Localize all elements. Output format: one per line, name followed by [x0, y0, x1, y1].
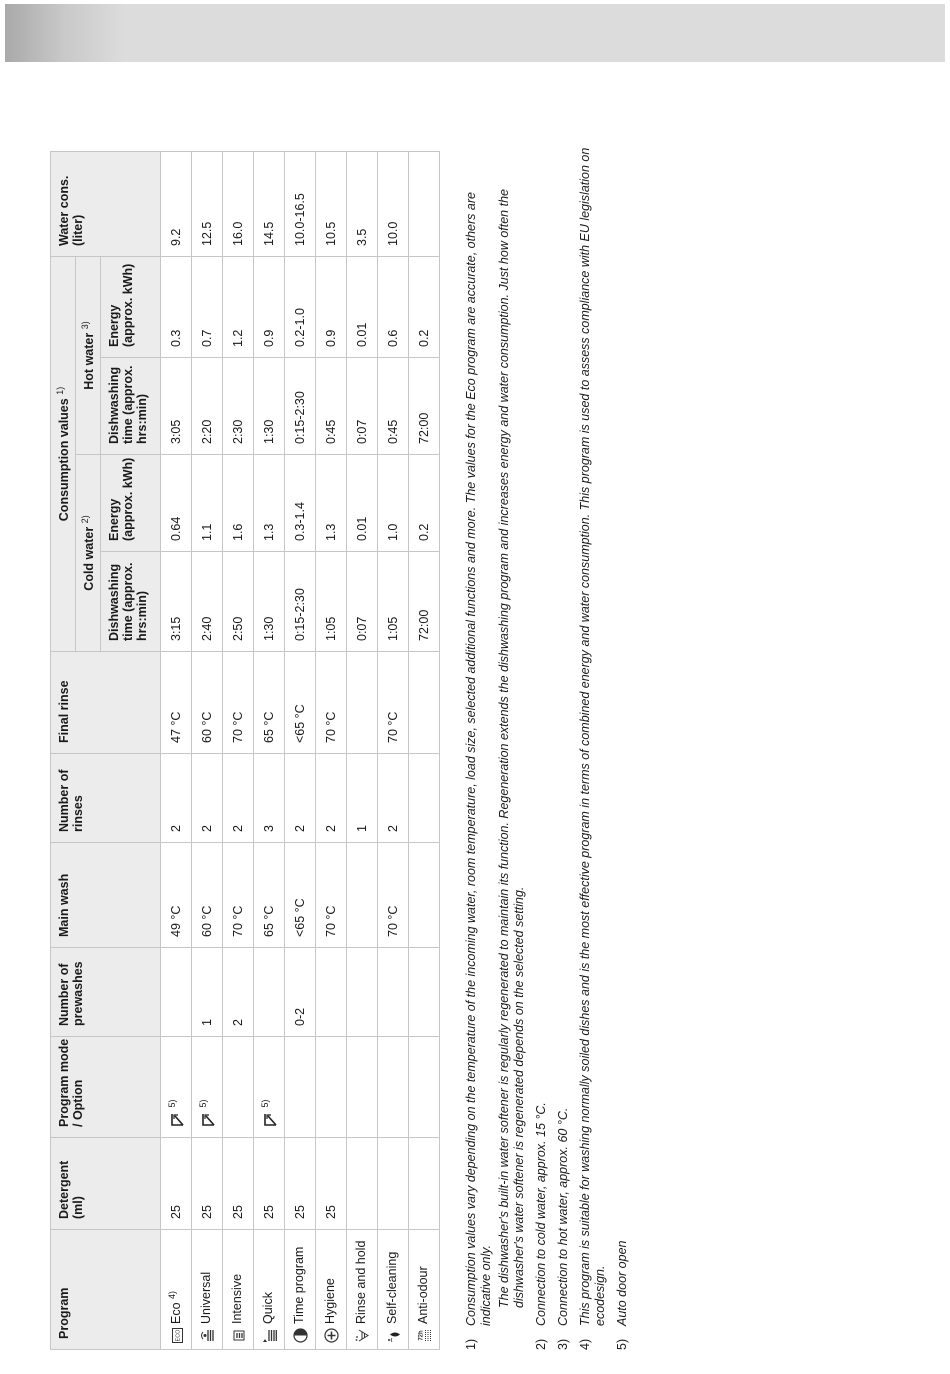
cell-prewashes	[161, 948, 192, 1037]
footnote-text: Connection to hot water, approx. 60 °C.	[556, 1107, 570, 1326]
cell-program	[409, 1230, 440, 1350]
universal-icon	[200, 1328, 215, 1343]
footnote-text: Consumption values vary depending on the temperature of the incoming water, room temperature, load size, selected additional functions and more. The values for the Eco program are accurate, others are indicative only.	[464, 192, 493, 1326]
footnote-number: 1)	[464, 1338, 478, 1350]
cell-detergent: 25	[161, 1138, 192, 1230]
program-name: Hygiene	[323, 1278, 338, 1324]
cell-prewashes	[254, 948, 285, 1037]
cell-main-wash: <65 °C	[285, 843, 316, 948]
footnote-number: 4)	[578, 1338, 592, 1350]
cell-program-mode	[409, 1037, 440, 1138]
cell-program	[161, 1230, 192, 1350]
table-row	[378, 152, 409, 1350]
cell-rinses	[409, 754, 440, 843]
cell-rinses: 2	[161, 754, 192, 843]
cell-final-rinse: 70 °C	[378, 652, 409, 754]
cell-cold-energy: 0.2	[409, 455, 440, 552]
cell-hot-time: 3:05	[161, 358, 192, 455]
cell-final-rinse: 60 °C	[192, 652, 223, 754]
cell-hot-energy: 0.9	[316, 257, 347, 358]
anti-odour-icon	[417, 1328, 432, 1343]
cell-program	[378, 1230, 409, 1350]
cell-program	[347, 1230, 378, 1350]
cell-rinses: 2	[192, 754, 223, 843]
cell-detergent	[409, 1138, 440, 1230]
cell-detergent: 25	[316, 1138, 347, 1230]
header-main-wash: Main wash	[51, 843, 161, 948]
cell-main-wash	[347, 843, 378, 948]
cell-main-wash: 49 °C	[161, 843, 192, 948]
cell-hot-energy: 1.2	[223, 257, 254, 358]
auto-door-open-icon	[201, 1111, 216, 1127]
cell-hot-energy: 0.9	[254, 257, 285, 358]
cell-cold-time: 3:15	[161, 552, 192, 652]
cell-water-cons: 16.0	[223, 152, 254, 257]
cell-water-cons: 3.5	[347, 152, 378, 257]
table-row	[316, 152, 347, 1350]
cell-rinses: 2	[223, 754, 254, 843]
header-rinses: Number of rinses	[51, 754, 161, 843]
cell-hot-energy: 0.6	[378, 257, 409, 358]
cell-rinses: 2	[316, 754, 347, 843]
cell-water-cons: 10.5	[316, 152, 347, 257]
cell-prewashes	[347, 948, 378, 1037]
footnote-text: This program is suitable for washing normally soiled dishes and is the most effective program in terms of combined energy and water consumption. This program is used to assess compliance with EU legislation on ecodesign.	[578, 147, 607, 1326]
cell-program-mode	[254, 1037, 285, 1138]
cell-hot-energy: 0.01	[347, 257, 378, 358]
program-footnote-ref: 4)	[167, 1290, 178, 1299]
cell-detergent	[347, 1138, 378, 1230]
cell-program-mode	[347, 1037, 378, 1138]
hot-water-label: Hot water	[82, 332, 97, 390]
cell-program	[254, 1230, 285, 1350]
eco-icon	[170, 1328, 185, 1343]
cell-cold-energy: 1.1	[192, 455, 223, 552]
cell-prewashes	[316, 948, 347, 1037]
header-cold-energy: Energy (approx. kWh)	[101, 455, 161, 552]
cold-water-label: Cold water	[82, 526, 97, 591]
intensive-icon	[231, 1328, 246, 1343]
footnote	[464, 140, 527, 1350]
table-row	[161, 152, 192, 1350]
program-name: Intensive	[230, 1273, 245, 1324]
table-row	[223, 152, 254, 1350]
cell-detergent	[378, 1138, 409, 1230]
cell-rinses: 3	[254, 754, 285, 843]
cell-rinses: 1	[347, 754, 378, 843]
cell-detergent: 25	[285, 1138, 316, 1230]
program-name: Rinse and hold	[354, 1240, 369, 1324]
cell-hot-energy: 0.2	[409, 257, 440, 358]
svg-text:ECO: ECO	[175, 1329, 182, 1342]
mode-footnote-ref: 5)	[198, 1099, 209, 1108]
table-row	[192, 152, 223, 1350]
footnote-text: Connection to cold water, approx. 15 °C.	[534, 1102, 548, 1326]
cell-water-cons: 12.5	[192, 152, 223, 257]
cell-program-mode	[316, 1037, 347, 1138]
cell-main-wash: 70 °C	[378, 843, 409, 948]
program-name: Anti-odour	[416, 1266, 431, 1324]
cell-prewashes: 0-2	[285, 948, 316, 1037]
cell-prewashes: 2	[223, 948, 254, 1037]
table-body	[161, 152, 440, 1350]
cell-water-cons: 10.0-16.5	[285, 152, 316, 257]
auto-door-open-icon	[170, 1111, 185, 1127]
cell-final-rinse: 70 °C	[316, 652, 347, 754]
rotated-page	[0, 120, 629, 1374]
cell-detergent: 25	[192, 1138, 223, 1230]
header-detergent: Detergent (ml)	[51, 1138, 161, 1230]
cell-final-rinse: <65 °C	[285, 652, 316, 754]
header-hot-water	[76, 257, 101, 455]
auto-door-open-icon	[201, 1111, 216, 1127]
cell-water-cons	[409, 152, 440, 257]
cell-hot-time: 72:00	[409, 358, 440, 455]
cell-cold-time: 1:30	[254, 552, 285, 652]
cell-prewashes	[378, 948, 409, 1037]
cell-program-mode	[285, 1037, 316, 1138]
header-hot-time: Dishwashing time (approx. hrs:min)	[101, 358, 161, 455]
cell-cold-time: 2:40	[192, 552, 223, 652]
cell-program	[316, 1230, 347, 1350]
cold-water-ref: 2)	[79, 515, 90, 524]
self-cleaning-icon	[386, 1328, 401, 1343]
header-prewashes: Number of prewashes	[51, 948, 161, 1037]
cell-cold-time: 0:07	[347, 552, 378, 652]
cell-cold-energy: 1.6	[223, 455, 254, 552]
cell-cold-energy: 1.3	[316, 455, 347, 552]
cell-cold-time: 1:05	[316, 552, 347, 652]
cell-detergent: 25	[223, 1138, 254, 1230]
cell-main-wash	[409, 843, 440, 948]
footnote	[556, 140, 571, 1350]
footnote-number: 5)	[615, 1338, 629, 1350]
auto-door-open-icon	[263, 1111, 278, 1127]
footnote-extra-text: The dishwasher's built-in water softener is regularly regenerated to maintain its function. Regeneration extends the dishwashing program and increases energy and water consumption. Just how often the dishwasher's water softener is regenerated depends on the selected setting.	[497, 189, 526, 1308]
header-consumption	[51, 257, 76, 652]
header-row-1	[51, 152, 76, 1350]
table-row	[254, 152, 285, 1350]
cell-program	[285, 1230, 316, 1350]
header-water-cons: Water cons. (liter)	[51, 152, 161, 257]
cell-hot-time: 0:15-2:30	[285, 358, 316, 455]
cell-program-mode	[223, 1037, 254, 1138]
program-name: Time program	[292, 1246, 307, 1324]
cell-prewashes: 1	[192, 948, 223, 1037]
consumption-ref: 1)	[54, 386, 65, 395]
cell-rinses: 2	[378, 754, 409, 843]
footnote-number: 3)	[556, 1338, 570, 1350]
cell-rinses: 2	[285, 754, 316, 843]
cell-hot-energy: 0.2-1.0	[285, 257, 316, 358]
svg-text:72h: 72h	[418, 1330, 425, 1341]
header-final-rinse: Final rinse	[51, 652, 161, 754]
footnote-number: 2)	[534, 1338, 548, 1350]
cell-cold-energy: 1.3	[254, 455, 285, 552]
table-row	[285, 152, 316, 1350]
cell-program	[223, 1230, 254, 1350]
program-name: Self-cleaning	[385, 1251, 400, 1324]
cell-program-mode	[192, 1037, 223, 1138]
header-banner	[5, 4, 945, 62]
cell-cold-energy: 0.64	[161, 455, 192, 552]
cell-final-rinse	[347, 652, 378, 754]
rinse-and-hold-icon	[355, 1328, 370, 1343]
cell-hot-time: 2:30	[223, 358, 254, 455]
cell-final-rinse	[409, 652, 440, 754]
program-name: Quick	[261, 1292, 276, 1324]
footnote	[534, 140, 549, 1350]
cell-main-wash: 70 °C	[316, 843, 347, 948]
cell-cold-time: 1:05	[378, 552, 409, 652]
program-name: Universal	[199, 1271, 214, 1324]
cell-hot-time: 0:45	[378, 358, 409, 455]
footnotes	[464, 140, 637, 1350]
cell-prewashes	[409, 948, 440, 1037]
footnote	[615, 140, 630, 1350]
cell-program-mode	[378, 1037, 409, 1138]
hygiene-icon	[324, 1328, 339, 1343]
header-program: Program	[51, 1230, 161, 1350]
cell-final-rinse: 65 °C	[254, 652, 285, 754]
footnote	[578, 140, 608, 1350]
footnote-text: Auto door open	[615, 1240, 629, 1326]
cell-final-rinse: 70 °C	[223, 652, 254, 754]
cell-final-rinse: 47 °C	[161, 652, 192, 754]
cell-hot-time: 1:30	[254, 358, 285, 455]
cell-cold-time: 2:50	[223, 552, 254, 652]
header-cold-time: Dishwashing time (approx. hrs:min)	[101, 552, 161, 652]
cell-hot-energy: 0.7	[192, 257, 223, 358]
cell-cold-energy: 1.0	[378, 455, 409, 552]
cell-cold-energy: 0.01	[347, 455, 378, 552]
auto-door-open-icon	[170, 1111, 185, 1127]
header-hot-energy: Energy (approx. kWh)	[101, 257, 161, 358]
auto-door-open-icon	[263, 1111, 278, 1127]
cell-hot-time: 2:20	[192, 358, 223, 455]
cell-hot-time: 0:07	[347, 358, 378, 455]
table-row	[347, 152, 378, 1350]
time-program-icon	[293, 1328, 308, 1343]
cell-program-mode	[161, 1037, 192, 1138]
cell-cold-time: 72:00	[409, 552, 440, 652]
cell-program	[192, 1230, 223, 1350]
cell-water-cons: 10.0	[378, 152, 409, 257]
program-name: Eco	[169, 1302, 184, 1324]
cell-water-cons: 9.2	[161, 152, 192, 257]
cell-hot-energy: 0.3	[161, 257, 192, 358]
cell-detergent: 25	[254, 1138, 285, 1230]
consumption-table	[50, 151, 440, 1350]
cell-cold-energy: 0.3-1.4	[285, 455, 316, 552]
cell-hot-time: 0:45	[316, 358, 347, 455]
cell-main-wash: 60 °C	[192, 843, 223, 948]
cell-main-wash: 70 °C	[223, 843, 254, 948]
consumption-label: Consumption values	[57, 398, 72, 522]
mode-footnote-ref: 5)	[260, 1099, 271, 1108]
table-row	[409, 152, 440, 1350]
header-cold-water	[76, 455, 101, 652]
cell-water-cons: 14.5	[254, 152, 285, 257]
header-program-mode: Program mode / Option	[51, 1037, 161, 1138]
mode-footnote-ref: 5)	[167, 1099, 178, 1108]
cell-main-wash: 65 °C	[254, 843, 285, 948]
quick-icon	[262, 1328, 277, 1343]
hot-water-ref: 3)	[79, 321, 90, 330]
cell-cold-time: 0:15-2:30	[285, 552, 316, 652]
